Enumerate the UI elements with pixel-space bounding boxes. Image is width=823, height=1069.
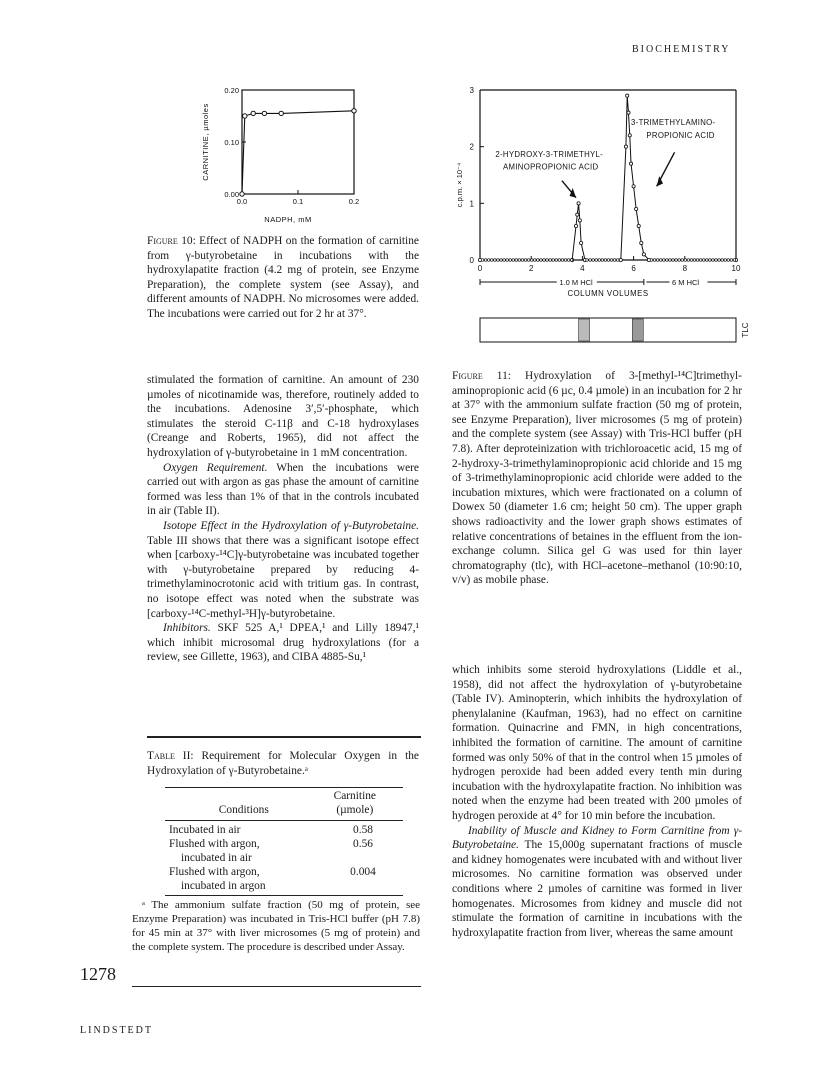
figure-11-caption: Figure 11: Hydroxylation of 3-[methyl-¹⁴C]trimethyl-aminopropionic acid (6 µc, 0.4 µmole) in an incubation for 2 hr at 37° with the ammonium sulfate fraction (50 mg of protein, see Enzyme Preparation), liver microsomes (5 mg of protein) and the complete system (see Assay) with Tris-HCl buffer (pH 7.8). After deproteinization with trichloroacetic acid, 15 mg of 2-hydroxy-3-trimethylaminopropionic acid chloride and 15 mg of 3-trimethylaminopropionic acid chloride were added to the incubation mixtures, which were fractionated on a column of Dowex 50 (diameter 1.6 cm; height 50 cm). The upper graph shows radioactivity and the lower graph shows estimates of relative concentrations of betaines in the effluent from the ion-exchange column. Silica gel G was used for thin layer chromatography (tlc), with HCl–acetone–methanol (10:90:10, v/v) as mobile phase. [452,370,742,587]
baseline-point [537,259,540,262]
baseline-point [693,259,696,262]
baseline-point [724,259,727,262]
x-tick-label: 8 [682,264,688,273]
x-tick-label: 0.1 [292,197,304,206]
data-point [619,258,622,261]
table-header-rule [165,787,403,788]
baseline-point [494,259,497,262]
data-point [624,145,627,148]
baseline-point [521,259,524,262]
baseline-point [653,259,656,262]
y-axis-label: c.p.m. × 10⁻⁴ [455,162,464,208]
table-top-rule [147,736,421,738]
x-tick-label: 0.0 [236,197,248,206]
baseline-point [524,259,527,262]
y-tick-label: 0.10 [224,138,239,147]
baseline-point [540,259,543,262]
baseline-point [586,259,589,262]
baseline-point [610,259,613,262]
baseline-point [727,259,730,262]
baseline-point [527,259,530,262]
x-tick-label: 0.2 [348,197,360,206]
data-point [577,202,580,205]
data-point [240,192,244,196]
data-point [628,134,631,137]
x-tick-label: 4 [580,264,585,273]
journal-header: BIOCHEMISTRY [632,44,731,55]
baseline-point [613,259,616,262]
baseline-point [601,259,604,262]
table-2-footnote: ᵃ The ammonium sulfate fraction (50 mg of protein, see Enzyme Preparation) was incubated in Tris-HCl buffer (pH 7.8) for 45 min at 37° with liver microsomes (5 mg of protein) and the complete system. The procedure is described under Assay. [132,899,420,953]
table-row: Incubated in air 0.58 [169,824,373,836]
x-axis-label: COLUMN VOLUMES [567,289,649,298]
data-point [578,219,581,222]
baseline-point [509,259,512,262]
y-tick-label: 3 [469,86,474,95]
table-2 [165,789,403,817]
paragraph: Oxygen Requirement. When the incubations were carried out with argon as gas phase the amount of carnitine formed was less than 1% of that in the controls incubated in air (Table II). [147,461,419,518]
table-row: Flushed with argon, incubated in air 0.56 [169,838,373,864]
data-point [637,224,640,227]
baseline-point [687,259,690,262]
hcl-2-label: 6 M HCl [672,278,700,287]
baseline-point [546,259,549,262]
baseline-point [589,259,592,262]
table-bottom-rule [165,895,403,896]
arrow-head [570,188,576,198]
baseline-point [512,259,515,262]
baseline-point [663,259,666,262]
baseline-point [702,259,705,262]
baseline-point [549,259,552,262]
author-footer: LINDSTEDT [80,1025,153,1036]
data-point [629,162,632,165]
x-tick-label: 10 [731,264,741,273]
baseline-point [595,259,598,262]
data-point [642,253,645,256]
baseline-point [518,259,521,262]
left-column-text [147,373,419,665]
baseline-point [721,259,724,262]
col-header-unit: (µmole) [336,804,374,816]
baseline-point [678,259,681,262]
baseline-point [506,259,509,262]
baseline-point [709,259,712,262]
x-tick-label: 0 [477,264,483,273]
data-point [640,241,643,244]
baseline-point [561,259,564,262]
baseline-point [669,259,672,262]
baseline-point [481,259,484,262]
baseline-point [558,259,561,262]
arrow-head [657,176,663,186]
baseline-point [690,259,693,262]
baseline-point [500,259,503,262]
baseline-point [552,259,555,262]
data-point [262,111,266,115]
baseline-point [567,259,570,262]
label-trimethyl-2: PROPIONIC ACID [646,131,715,141]
baseline-point [715,259,718,262]
data-point [627,111,630,114]
baseline-point [684,259,687,262]
data-point [580,241,583,244]
col-header-carnitine: Carnitine [333,790,376,802]
table-2-body [165,823,403,893]
table-2-title: Table II: Requirement for Molecular Oxygen in the Hydroxylation of γ-Butyrobetaine.ᵃ [147,750,419,777]
baseline-point [696,259,699,262]
figure-10-caption: Figure 10: Effect of NADPH on the formation of carnitine from γ-butyrobetaine in incubations with the hydroxylapatite fraction (4.2 mg of protein, see Enzyme Preparation), the complete system (see Assay), and different amounts of NADPH. No microsomes were added. The incubations were carried out for 2 hr at 37°. [147,235,419,320]
baseline-point [706,259,709,262]
data-line [242,111,354,194]
y-tick-label: 0.00 [224,190,239,199]
data-point [279,111,283,115]
baseline-point [650,259,653,262]
y-tick-label: 0 [469,256,474,265]
baseline-point [616,259,619,262]
data-point [576,213,579,216]
baseline-point [681,259,684,262]
baseline-point [712,259,715,262]
baseline-point [555,259,558,262]
x-tick-label: 2 [528,264,534,273]
tlc-label: TLC [741,322,750,338]
table-row: Flushed with argon, incubated in argon 0.004 [169,866,376,892]
data-point [352,109,356,113]
x-axis-label: NADPH, mM [264,215,312,224]
figure-11-chart [448,78,748,356]
baseline-point [487,259,490,262]
y-axis-label: CARNITINE, µmoles [201,103,210,181]
baseline-point [490,259,493,262]
data-point [243,114,247,118]
label-hydroxy: 2-HYDROXY-3-TRIMETHYL- [495,149,604,159]
label-hydroxy-2: AMINOPROPIONIC ACID [503,162,599,172]
baseline-point [675,259,678,262]
baseline-point [598,259,601,262]
data-point [632,185,635,188]
data-point [635,207,638,210]
data-point [626,94,629,97]
data-point [251,111,255,115]
baseline-point [503,259,506,262]
baseline-point [533,259,536,262]
baseline-point [543,259,546,262]
y-tick-label: 1 [469,199,474,209]
baseline-point [484,259,487,262]
baseline-point [659,259,662,262]
paragraph: Isotope Effect in the Hydroxylation of γ-Butyrobetaine. Table III shows that there was a significant isotope effect when [carboxy-¹⁴C]γ-butyrobetaine was incubated together with γ-butyrobetaine prepared by reducing 4-trimethylaminocrotonic acid with tritium gas. In contrast, no isotope effect was noted when the substrate was [carboxy-¹⁴C-methyl-³H]γ-butyrobetaine. [147,519,419,620]
baseline-point [604,259,607,262]
page-number: 1278 [80,964,116,984]
label-trimethyl: 3-TRIMETHYLAMINO- [631,118,716,128]
baseline-point [592,259,595,262]
right-column-text [452,663,742,940]
data-point [574,224,577,227]
paragraph: stimulated the formation of carnitine. An amount of 230 µmoles of nicotinamide was, therefore, routinely added to the incubations. Adenosine 3′,5′-phosphate, which stimulates the steroid C-11β and C-18 hydroxylases (Creange and Roberts, 1965), did not affect the hydroxylation of γ-butyrobetaine in 1 mM concentration. [147,374,419,459]
x-tick-label: 6 [631,264,636,273]
y-tick-label: 2 [469,142,474,152]
tlc-band [579,319,590,341]
paragraph: which inhibits some steroid hydroxylations (Liddle et al., 1958), did not affect the hydroxylation of γ-butyrobetaine (Table IV). Aminopterin, which inhibits the hydroxylation of phenylalanine (Kaufman, 1963), had no effect on carnitine formation. Quinacrine and FMN, in high concentrations, inhibited the formation of carnitine. The amount of carnitine formed was only 50% of that in the control when 15 µmoles of hydrogen peroxide had been added every tenth min during incubation with the hydroxylapatite fraction. No inhibition was noted when the enzyme had been treated with 200 µmoles of hydrogen peroxide at 4° for 10 min before the incubation. [452,664,742,822]
tlc-strip [480,318,736,342]
table-body-rule [165,820,403,821]
baseline-point [656,259,659,262]
plot-frame [242,90,354,194]
baseline-point [497,259,500,262]
baseline-point [530,259,533,262]
baseline-point [564,259,567,262]
baseline-point [718,259,721,262]
y-tick-label: 0.20 [224,86,239,95]
hcl-1-label: 1.0 M HCl [559,278,593,287]
tlc-band [632,319,643,341]
baseline-point [666,259,669,262]
paragraph: Inability of Muscle and Kidney to Form Carnitine from γ-Butyrobetaine. The 15,000g supernatant fractions of muscle and kidney homogenates were incubated with and without liver microsomes. No carnitine formation was observed under conditions where 2 µmoles of carnitine was formed in liver homogenates. Microsomes from kidney and muscle did not stimulate the formation of carnitine in incubations with the hydroxylapatite fraction from liver, whereas the same amount [452,824,742,939]
figure-10-chart [190,78,370,228]
baseline-point [515,259,518,262]
baseline-point [570,259,573,262]
col-header-conditions: Conditions [218,804,269,816]
paragraph: Inhibitors. SKF 525 A,¹ DPEA,¹ and Lilly 18947,¹ which inhibit microsomal drug hydroxylations (for a review, see Gillette, 1963), and CIBA 4885-Su,¹ [147,622,419,664]
table-end-rule [132,986,421,987]
baseline-point [699,259,702,262]
baseline-point [730,259,733,262]
baseline-point [607,259,610,262]
baseline-point [672,259,675,262]
baseline-point [733,259,736,262]
